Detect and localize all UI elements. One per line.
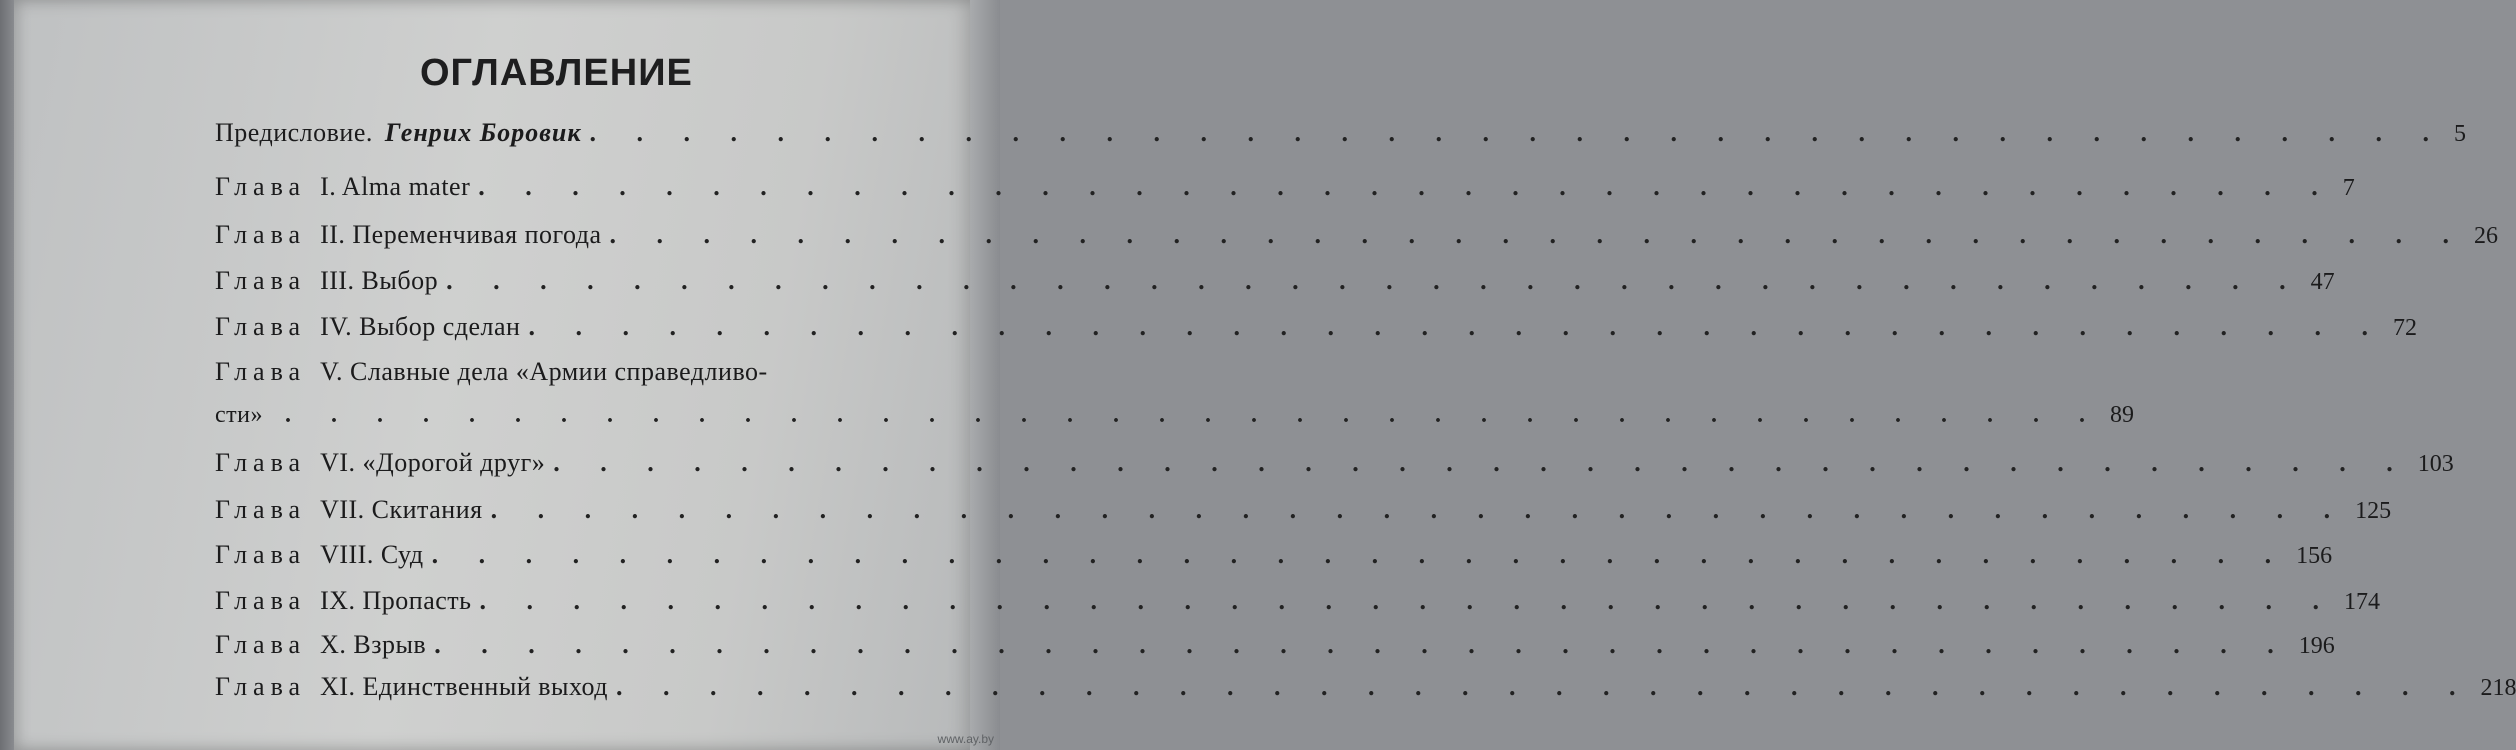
page-number: 156 xyxy=(2296,543,2333,569)
chapter-prefix: Глава xyxy=(215,448,307,477)
page-number: 89 xyxy=(2109,402,2134,428)
toc-entry xyxy=(215,448,2454,478)
chapter-title: V. Славные дела «Армии справедливо- xyxy=(320,357,768,386)
chapter-title: II. Переменчивая погода xyxy=(320,220,602,249)
page-number: 196 xyxy=(2298,633,2335,659)
page-number: 72 xyxy=(2392,315,2417,341)
toc-entry xyxy=(215,312,2417,342)
chapter-title: IX. Пропасть xyxy=(320,586,472,615)
dot-leader: . . . . . . . . . . . . . . . . . . . . . . . . . . . . . . . . . . . . . . . . xyxy=(284,402,2102,428)
chapter-prefix: Глава xyxy=(215,672,307,701)
dot-leader: . . . . . . . . . . . . . . . . . . . . . . . . . . . . . . . . . . . . . . . . xyxy=(479,586,2337,615)
toc-entry xyxy=(215,540,2333,570)
page-number: 174 xyxy=(2344,589,2381,615)
chapter-prefix: Глава xyxy=(215,266,307,295)
dot-leader: . . . . . . . . . . . . . . . . . . . . . . . . . . . . . . . . . . . . . . . . xyxy=(446,266,2303,295)
toc-entry xyxy=(215,220,2499,250)
chapter-prefix: Глава xyxy=(215,312,307,341)
chapter-title: XI. Единственный выход xyxy=(320,672,608,701)
dot-leader: . . . . . . . . . . . . . . . . . . . . . . . . . . . . . . . . . . . . . . . . xyxy=(553,448,2410,477)
page-number: 26 xyxy=(2474,223,2499,249)
page-number: 47 xyxy=(2310,269,2335,295)
chapter-title: VI. «Дорогой друг» xyxy=(320,448,546,477)
chapter-title: VIII. Суд xyxy=(320,540,424,569)
chapter-prefix: Глава xyxy=(215,220,307,249)
watermark: www.ay.by xyxy=(937,732,994,746)
dot-leader: . . . . . . . . . . . . . . . . . . . . . . . . . . . . . . . . . . . . . . . . xyxy=(589,118,2447,147)
dot-leader: . . . . . . . . . . . . . . . . . . . . . . . . . . . . . . . . . . . . . . . . xyxy=(615,672,2473,701)
chapter-title: I. Alma mater xyxy=(320,172,471,201)
page-number: 7 xyxy=(2342,175,2355,201)
toc-entry-continuation xyxy=(215,402,2134,429)
toc-entry xyxy=(215,266,2335,296)
chapter-prefix: Глава xyxy=(215,540,307,569)
dot-leader: . . . . . . . . . . . . . . . . . . . . . . . . . . . . . . . . . . . . . . . . xyxy=(431,540,2289,569)
toc-entry xyxy=(215,495,2392,525)
toc-entry xyxy=(215,357,915,387)
page-number: 218 xyxy=(2480,675,2516,701)
dot-leader: . . . . . . . . . . . . . . . . . . . . . . . . . . . . . . . . . . . . . . . . xyxy=(528,312,2385,341)
chapter-prefix: Глава xyxy=(215,586,307,615)
toc-entry xyxy=(215,172,2355,202)
chapter-title: IV. Выбор сделан xyxy=(320,312,521,341)
dot-leader: . . . . . . . . . . . . . . . . . . . . . . . . . . . . . . . . . . . . . . . . xyxy=(490,495,2348,524)
chapter-prefix: Глава xyxy=(215,172,307,201)
page-number: 5 xyxy=(2454,121,2467,147)
chapter-prefix: Глава xyxy=(215,630,307,659)
toc-entry xyxy=(215,586,2381,616)
toc-entry xyxy=(215,630,2335,660)
dot-leader: . . . . . . . . . . . . . . . . . . . . . . . . . . . . . . . . . . . . . . . . xyxy=(434,630,2291,659)
page-title: ОГЛАВЛЕНИЕ xyxy=(420,52,693,94)
dot-leader: . . . . . . . . . . . . . . . . . . . . . . . . . . . . . . . . . . . . . . . . xyxy=(478,172,2335,201)
chapter-title: VII. Скитания xyxy=(320,495,483,524)
chapter-title: III. Выбор xyxy=(320,266,439,295)
page-number: 125 xyxy=(2355,498,2392,524)
page-number: 103 xyxy=(2417,451,2454,477)
chapter-title-continuation: сти» xyxy=(215,402,263,428)
preface-label: Предисловие. xyxy=(215,118,373,147)
preface-author: Генрих Боровик xyxy=(384,118,582,147)
chapter-prefix: Глава xyxy=(215,357,307,386)
chapter-prefix: Глава xyxy=(215,495,307,524)
toc-entry-preface xyxy=(215,118,2467,148)
toc-entry xyxy=(215,672,2516,702)
chapter-title: X. Взрыв xyxy=(320,630,427,659)
dot-leader: . . . . . . . . . . . . . . . . . . . . . . . . . . . . . . . . . . . . . . . . xyxy=(609,220,2467,249)
